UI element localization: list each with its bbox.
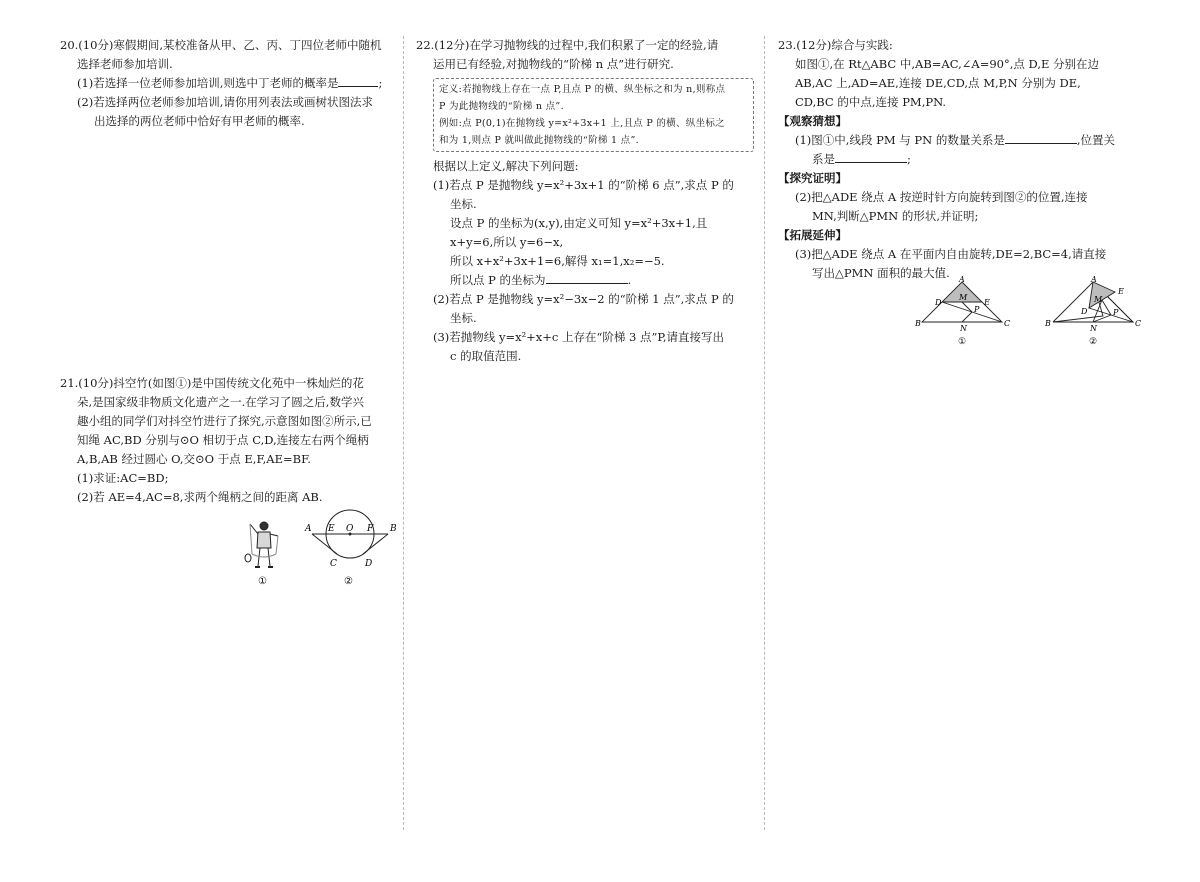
column-middle: [416, 36, 754, 366]
q23-figure-2: [1043, 275, 1163, 350]
column-right: [778, 36, 1142, 347]
q20-line-2: 选择老师参加培训.: [77, 57, 173, 71]
fig1-label: ①: [958, 337, 967, 347]
fig1-label: ①: [258, 576, 267, 587]
q22-part-3: (3)若抛物线 y=x²+x+c 上存在“阶梯 3 点”P,请直接写出: [433, 330, 724, 344]
label-D: D: [365, 559, 373, 569]
label-B: B: [390, 524, 397, 534]
definition-line-1: 定义:若抛物线上存在一点 P,且点 P 的横、纵坐标之和为 n,则称点: [439, 84, 726, 95]
q22-part-2: (2)若点 P 是抛物线 y=x²−3x−2 的“阶梯 1 点”,求点 P 的: [433, 292, 734, 306]
label-O: O: [346, 524, 354, 534]
q23-line-2: 如图①,在 Rt△ABC 中,AB=AC,∠A=90°,点 D,E 分别在边: [795, 57, 1100, 71]
example-line-2: 和为 1,则点 P 就叫做此抛物线的“阶梯 1 点”.: [439, 135, 639, 146]
fig2-C: C: [1135, 319, 1142, 328]
q21-part-1: (1)求证:AC=BD;: [77, 471, 169, 485]
q20-part-1-text: (1)若选择一位老师参加培训,则选中丁老师的概率是: [77, 76, 339, 90]
q21-line-2: 朵,是国家级非物质文化遗产之一.在学习了圆之后,数学兴: [77, 395, 364, 409]
section-heading-prove: 【探究证明】: [778, 171, 847, 185]
question-20: [60, 36, 395, 131]
q22-solution-4: [416, 271, 754, 290]
q23-part-3-cont: 写出△PMN 面积的最大值.: [812, 266, 950, 280]
label-A: A: [305, 524, 312, 534]
fig1-P: P: [974, 305, 980, 314]
fig2-P: P: [1113, 308, 1119, 317]
definition-box: [433, 78, 754, 152]
q20-part-1: [60, 74, 395, 93]
answer-blank[interactable]: [835, 151, 907, 163]
q22-part-3-cont: c 的取值范围.: [450, 349, 522, 363]
q20-line-1: 20.(10分)寒假期间,某校准备从甲、乙、丙、丁四位老师中随机: [60, 38, 382, 52]
q22-solution-2: x+y=6,所以 y=6−x,: [450, 235, 564, 249]
q22-part-2-cont: 坐标.: [450, 311, 477, 325]
q20-part-1-end: ;: [378, 76, 383, 90]
q22-solution-3: 所以 x+x²+3x+1=6,解得 x₁=1,x₂=−5.: [450, 254, 665, 268]
q22-solution-4-text: 所以点 P 的坐标为: [450, 273, 546, 287]
q21-line-1: 21.(10分)抖空竹(如图①)是中国传统文化苑中一株灿烂的花: [60, 376, 364, 390]
q22-line-2: 运用已有经验,对抛物线的“阶梯 n 点”进行研究.: [433, 57, 674, 71]
q23-part-1-cont-text: 系是: [812, 152, 835, 166]
fig2-D: D: [1081, 307, 1088, 316]
fig1-C: C: [1004, 319, 1011, 328]
fig2-M: M: [1094, 295, 1103, 304]
q22-solution-1: 设点 P 的坐标为(x,y),由定义可知 y=x²+3x+1,且: [450, 216, 708, 230]
q20-part-2-cont: 出选择的两位老师中恰好有甲老师的概率.: [94, 114, 305, 128]
q22-line-1: 22.(12分)在学习抛物线的过程中,我们积累了一定的经验,请: [416, 38, 719, 52]
example-line-1: 例如:点 P(0,1)在抛物线 y=x²+3x+1 上,且点 P 的横、纵坐标之: [439, 118, 725, 129]
q22-solution-4-end: .: [627, 273, 632, 287]
diabolo-person-figure: [245, 522, 278, 567]
answer-blank[interactable]: [1005, 132, 1077, 144]
fig2-label: ②: [1089, 337, 1098, 347]
column-divider-left: [403, 36, 404, 830]
fig2-N: N: [1090, 324, 1097, 333]
label-E: E: [328, 524, 335, 534]
fig1-D: D: [935, 298, 942, 307]
fig2-E: E: [1118, 287, 1124, 296]
q23-part-3: (3)把△ADE 绕点 A 在平面内自由旋转,DE=2,BC=4,请直接: [795, 247, 1107, 261]
q23-line-1: 23.(12分)综合与实践:: [778, 38, 893, 52]
column-divider-right: [764, 36, 765, 830]
q23-line-3: AB,AC 上,AD=AE,连接 DE,CD,点 M,P,N 分别为 DE,: [795, 76, 1081, 90]
q22-part-1: (1)若点 P 是抛物线 y=x²+3x+1 的“阶梯 6 点”,求点 P 的: [433, 178, 734, 192]
fig1-A: A: [959, 275, 965, 284]
fig2-B: B: [1045, 319, 1051, 328]
q21-figure: [238, 514, 408, 589]
q23-part-2: (2)把△ADE 绕点 A 按逆时针方向旋转到图②的位置,连接: [795, 190, 1088, 204]
q23-part-1-text: (1)图①中,线段 PM 与 PN 的数量关系是: [795, 133, 1005, 147]
q21-part-2: (2)若 AE=4,AC=8,求两个绳柄之间的距离 AB.: [77, 490, 323, 504]
question-23: [778, 36, 1142, 347]
q23-part-1-mid: ,位置关: [1076, 133, 1116, 147]
q22-part-1-cont: 坐标.: [450, 197, 477, 211]
q23-part-1: [778, 131, 1140, 150]
q21-line-3: 趣小组的同学们对抖空竹进行了探究,示意图如图②所示,已: [77, 414, 372, 428]
q23-part-2-cont: MN,判断△PMN 的形状,并证明;: [812, 209, 979, 223]
fig1-E: E: [984, 298, 990, 307]
section-heading-observe: 【观察猜想】: [778, 114, 847, 128]
q23-part-1-end: ;: [907, 152, 911, 166]
fig1-N: N: [960, 324, 967, 333]
answer-blank[interactable]: [546, 272, 628, 284]
fig1-B: B: [915, 319, 921, 328]
fig2-A: A: [1091, 275, 1097, 284]
definition-line-2: P 为此抛物线的“阶梯 n 点”.: [439, 101, 564, 112]
q22-instruction: 根据以上定义,解决下列问题:: [433, 159, 579, 173]
label-F: F: [367, 524, 374, 534]
column-left: [60, 36, 397, 587]
question-21: [60, 374, 397, 587]
q23-line-4: CD,BC 的中点,连接 PM,PN.: [795, 95, 947, 109]
triangle-figure-1: [922, 282, 1002, 322]
q21-line-4: 知绳 AC,BD 分别与⊙O 相切于点 C,D,连接左右两个绳柄: [77, 433, 369, 447]
q21-line-5: A,B,AB 经过圆心 O,交⊙O 于点 E,F,AE=BF.: [77, 452, 311, 466]
q23-part-1-cont: [778, 150, 1140, 169]
question-22: [416, 36, 754, 366]
answer-blank[interactable]: [338, 75, 378, 87]
label-C: C: [330, 559, 337, 569]
fig2-label: ②: [344, 576, 353, 587]
q20-part-2: (2)若选择两位老师参加培训,请你用列表法或画树状图法求: [77, 95, 373, 109]
section-heading-extend: 【拓展延伸】: [778, 228, 847, 242]
fig1-M: M: [959, 293, 968, 302]
